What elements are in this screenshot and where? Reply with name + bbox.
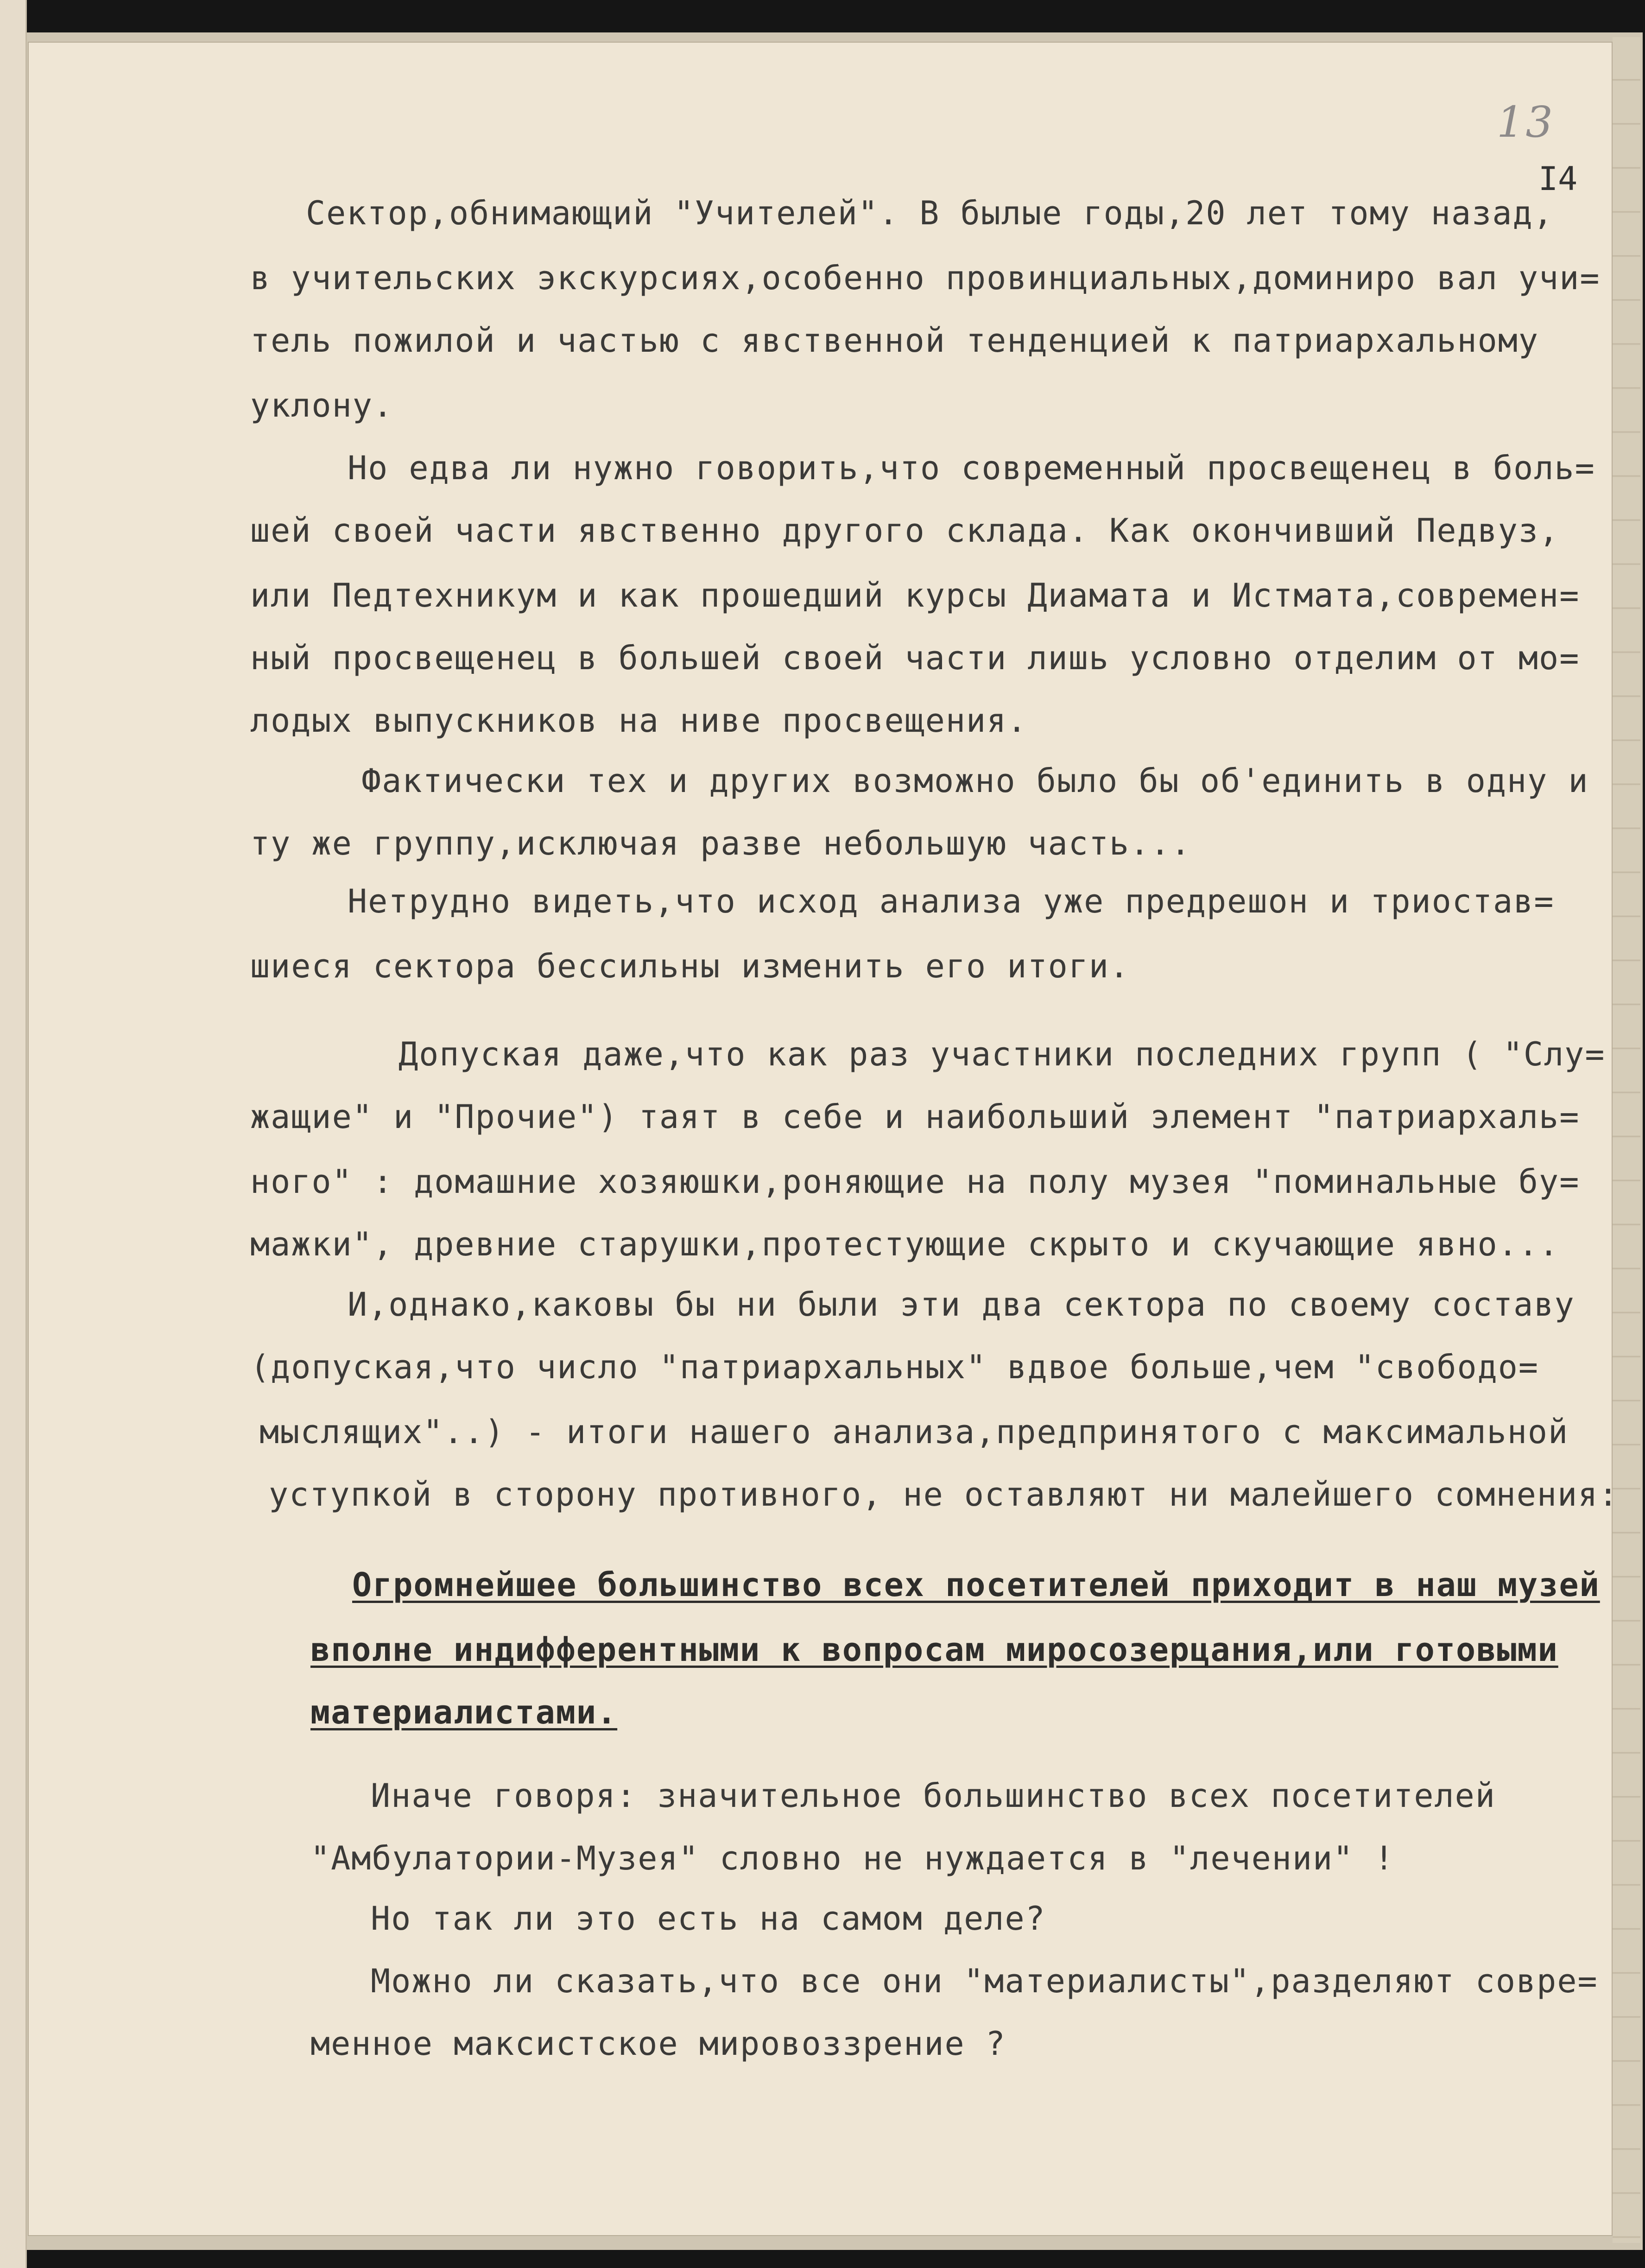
page-number: I4 xyxy=(1538,160,1578,198)
text-line: ту же группу,исключая разве небольшую часть... xyxy=(250,824,1191,862)
text-line: (допуская,что число "патриархальных" вдвое больше,чем "свободо= xyxy=(250,1348,1539,1386)
text-line: или Педтехникум и как прошедший курсы Диамата и Истмата,современ= xyxy=(250,577,1580,615)
text-line: шей своей части явственно другого склада. Как окончивший Педвуз, xyxy=(250,512,1560,550)
underlined-conclusion-line: вполне индифферентными к вопросам миросозерцания,или готовыми xyxy=(310,1631,1558,1669)
text-line: лодых выпускников на ниве просвещения. xyxy=(250,702,1028,740)
text-line: "Амбулатории-Музея" словно не нуждается в "лечении" ! xyxy=(310,1839,1395,1877)
text-line: Можно ли сказать,что все они "материалисты",разделяют совре= xyxy=(371,1962,1598,2000)
text-line: Фактически тех и других возможно было бы об'единить в одну и xyxy=(361,762,1589,800)
handwritten-folio-number: 13 xyxy=(1497,97,1555,147)
text-line: ного" : домашние хозяюшки,роняющие на полу музея "поминальные бу= xyxy=(250,1163,1580,1201)
text-line: Сектор,обнимающий "Учителей". В былые годы,20 лет тому назад, xyxy=(306,194,1554,232)
text-line: жащие" и "Прочие") таят в себе и наибольший элемент "патриархаль= xyxy=(250,1098,1580,1136)
text-line: Но едва ли нужно говорить,что современный просвещенец в боль= xyxy=(348,449,1595,487)
binding-edge xyxy=(0,0,27,2268)
text-line: мажки", древние старушки,протестующие скрыто и скучающие явно... xyxy=(250,1225,1560,1263)
text-line: Допуская даже,что как раз участники последних групп ( "Слу= xyxy=(399,1035,1606,1073)
text-line: уступкой в сторону противного, не оставляют ни малейшего сомнения: xyxy=(269,1476,1619,1514)
text-line: Иначе говоря: значительное большинство всех посетителей xyxy=(371,1777,1496,1815)
text-line: шиеся сектора бессильны изменить его итоги. xyxy=(250,947,1130,985)
text-line: тель пожилой и частью с явственной тенденцией к патриархальному xyxy=(250,322,1539,360)
text-line: Но так ли это есть на самом деле? xyxy=(371,1900,1046,1938)
text-line: ный просвещенец в большей своей части лишь условно отделим от мо= xyxy=(250,639,1580,677)
underlined-conclusion-line: материалистами. xyxy=(310,1693,618,1731)
page-stack-edge xyxy=(1613,37,1640,2243)
text-line: менное максистское мировоззрение ? xyxy=(310,2025,1006,2063)
text-line: в учительских экскурсиях,особенно провинциальных,доминиро вал учи= xyxy=(250,259,1601,297)
underlined-conclusion-line: Огромнейшее большинство всех посетителей приходит в наш музей xyxy=(352,1566,1600,1604)
text-line: уклону. xyxy=(250,386,394,424)
text-line: Нетрудно видеть,что исход анализа уже предрешон и триостав= xyxy=(348,882,1555,920)
text-line: мыслящих"..) - итоги нашего анализа,предпринятого с максимальной xyxy=(259,1413,1569,1451)
text-line: И,однако,каковы бы ни были эти два сектора по своему составу xyxy=(348,1286,1575,1324)
